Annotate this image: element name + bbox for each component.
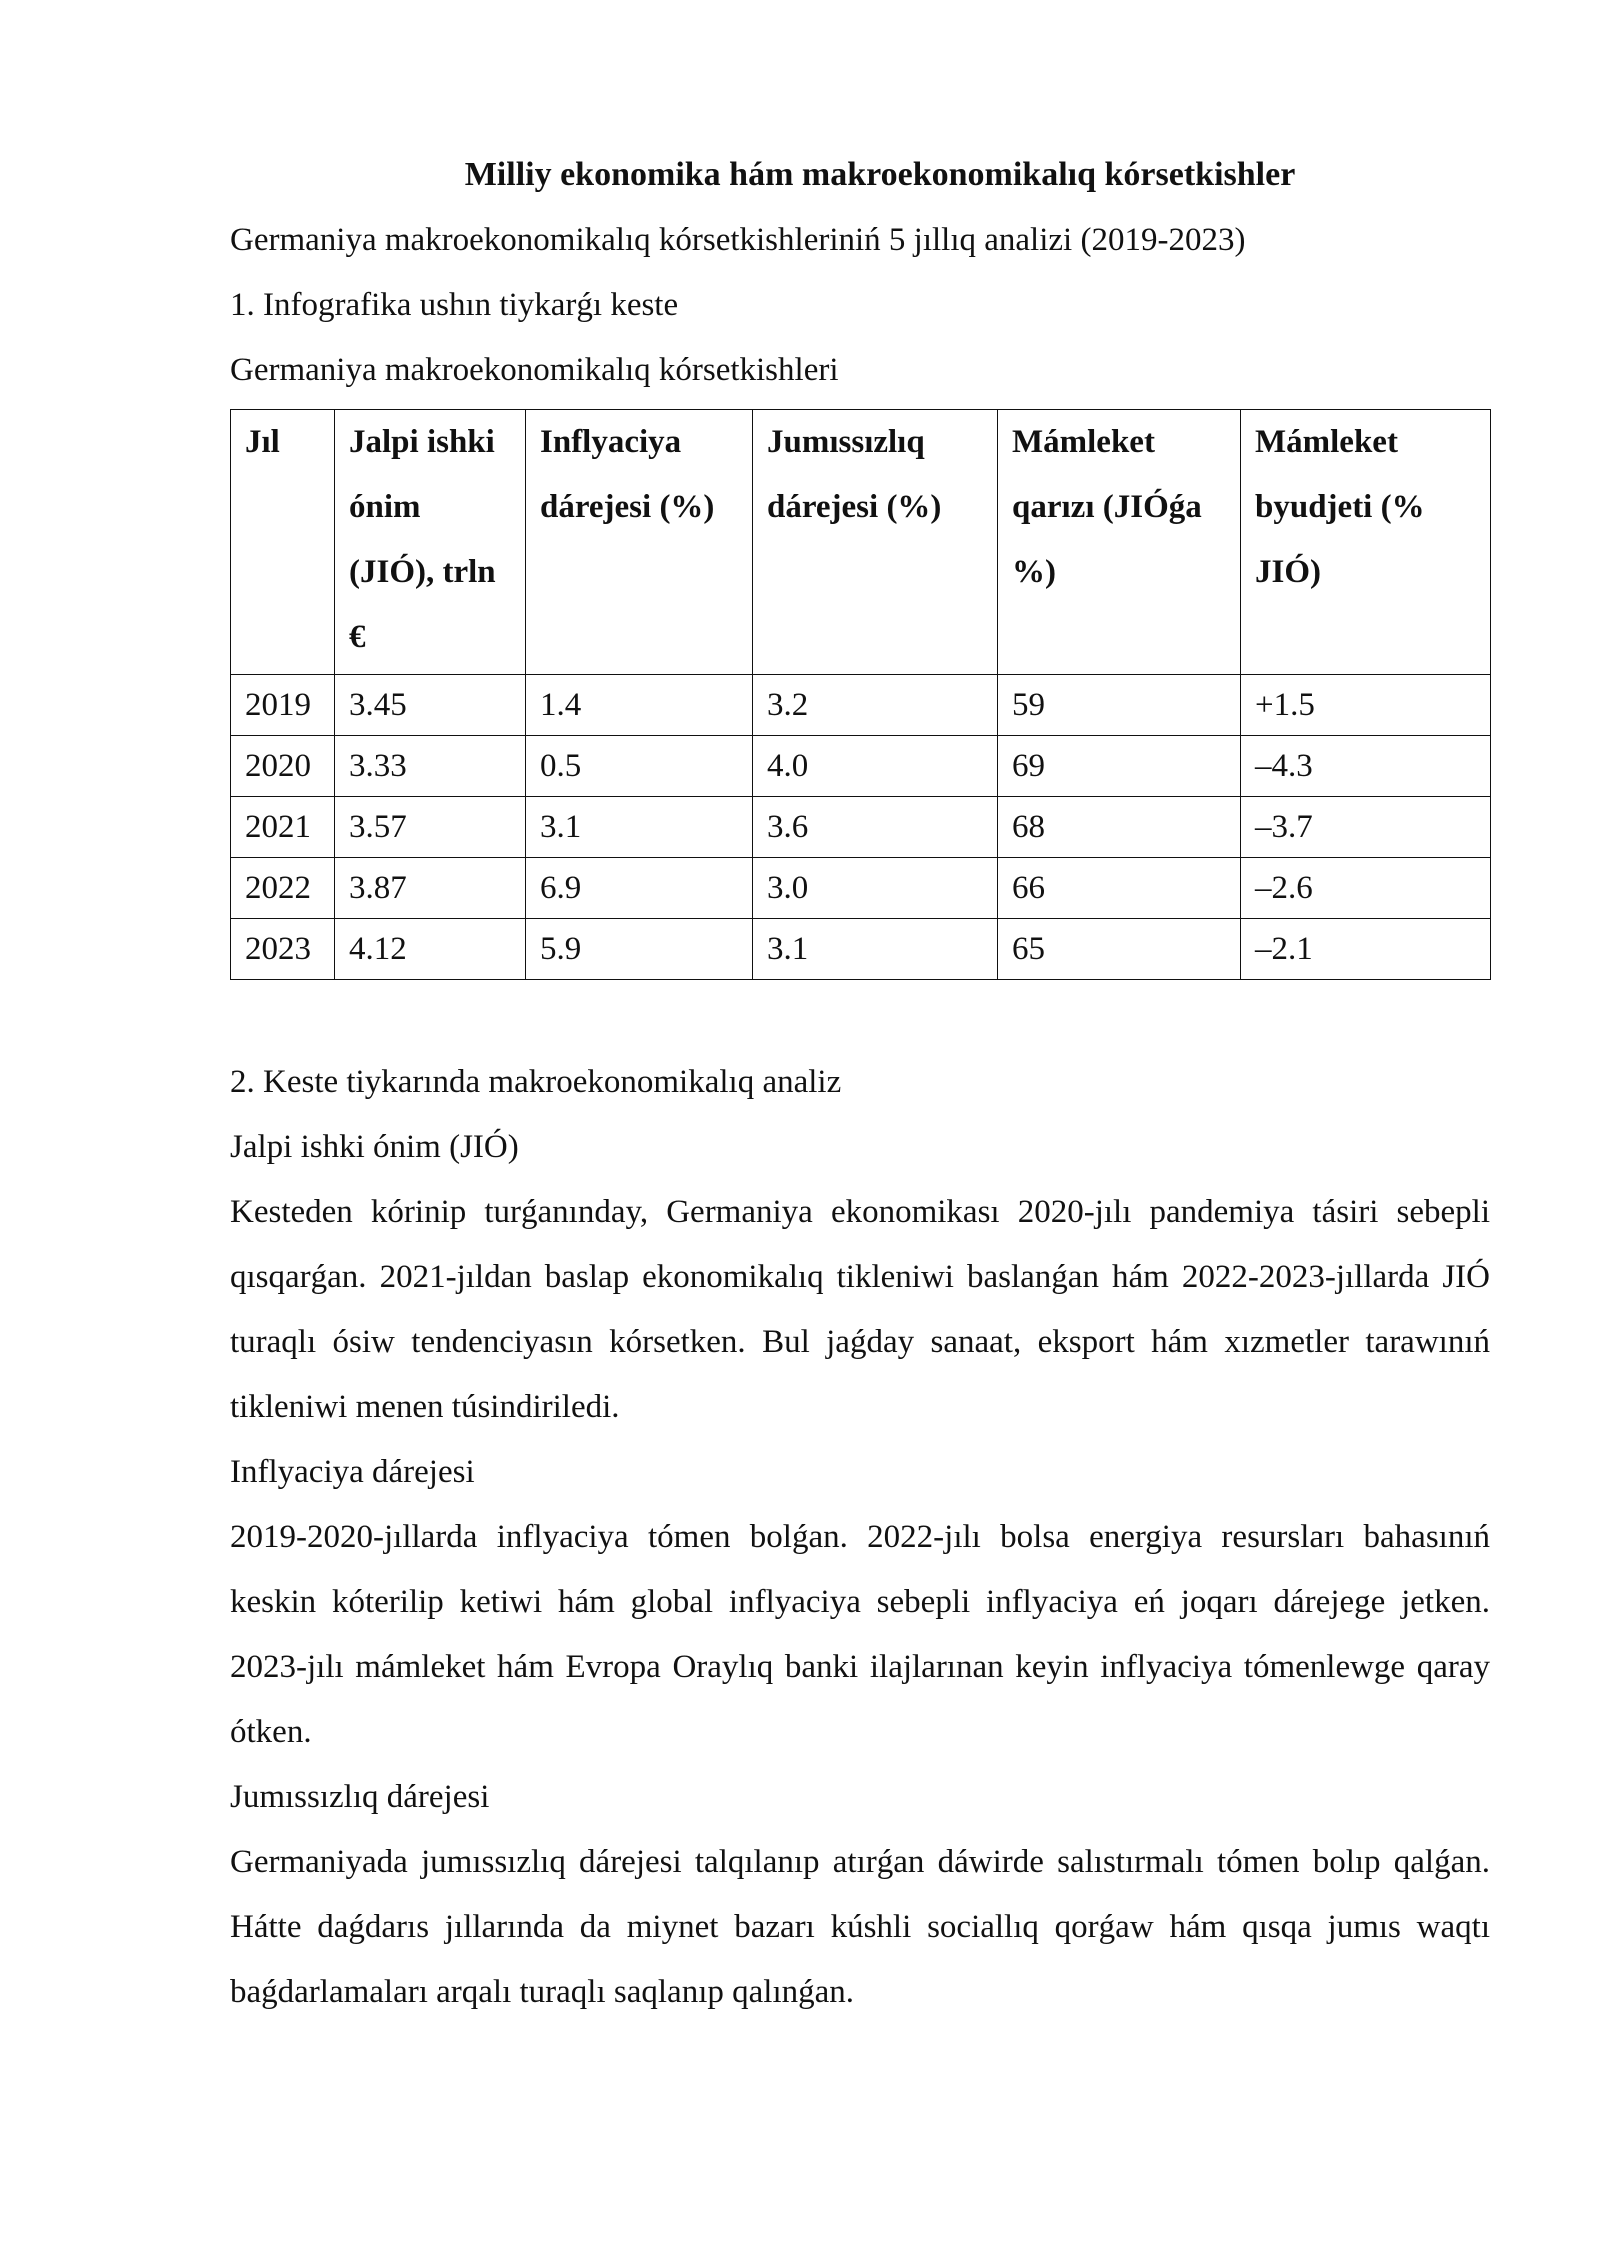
cell-debt: 66 — [998, 858, 1241, 919]
cell-year: 2022 — [231, 858, 335, 919]
inflation-heading: Inflyaciya dárejesi — [230, 1454, 475, 1490]
document-page — [230, 150, 1490, 2025]
section2-heading: 2. Keste tiykarında makroekonomikalıq analiz — [230, 1064, 842, 1100]
cell-debt: 69 — [998, 736, 1241, 797]
cell-unemployment: 3.0 — [753, 858, 998, 919]
cell-unemployment: 3.6 — [753, 797, 998, 858]
cell-year: 2020 — [231, 736, 335, 797]
inflation-paragraph: 2019-2020-jıllarda inflyaciya tómen bolǵan. 2022-jılı bolsa energiya resursları bahasınıń keskin kóterilip ketiwi hám global inflyaciya sebepli inflyaciya eń joqarı dárejege jetken. 2023-jılı mámleket hám Evropa Oraylıq banki ilajlarınan keyin inflyaciya tómenlewge qaray ótken. — [230, 1519, 1490, 1750]
cell-budget: +1.5 — [1241, 675, 1491, 736]
table-row — [231, 736, 1491, 797]
cell-unemployment: 3.1 — [753, 919, 998, 980]
cell-year: 2021 — [231, 797, 335, 858]
cell-gdp: 3.33 — [335, 736, 526, 797]
cell-inflation: 6.9 — [526, 858, 753, 919]
table-row — [231, 797, 1491, 858]
document-subtitle: Germaniya makroekonomikalıq kórsetkishleriniń 5 jıllıq analizi (2019-2023) — [230, 222, 1246, 258]
cell-unemployment: 4.0 — [753, 736, 998, 797]
section1-heading: 1. Infografika ushın tiykarǵı keste — [230, 287, 679, 323]
header-year: Jıl — [231, 410, 335, 675]
header-inflation: Inflyaciya dárejesi (%) — [526, 410, 753, 675]
cell-inflation: 1.4 — [526, 675, 753, 736]
gdp-paragraph: Kesteden kórinip turǵanınday, Germaniya ekonomikası 2020-jılı pandemiya tásiri sebepli qısqarǵan. 2021-jıldan baslap ekonomikalıq tikleniwi baslanǵan hám 2022-2023-jıllarda JIÓ turaqlı ósiw tendenciyasın kórsetken. Bul jaǵday sanaat, eksport hám xızmetler tarawınıń tikleniwi menen túsindiriledi. — [230, 1194, 1490, 1425]
cell-budget: –4.3 — [1241, 736, 1491, 797]
spacer — [230, 980, 1490, 1050]
cell-debt: 65 — [998, 919, 1241, 980]
cell-debt: 68 — [998, 797, 1241, 858]
cell-gdp: 3.45 — [335, 675, 526, 736]
cell-budget: –2.6 — [1241, 858, 1491, 919]
cell-inflation: 0.5 — [526, 736, 753, 797]
table-row — [231, 675, 1491, 736]
header-gdp: Jalpi ishki ónim (JIÓ), trln € — [335, 410, 526, 675]
header-unemployment: Jumıssızlıq dárejesi (%) — [753, 410, 998, 675]
table-row — [231, 919, 1491, 980]
table-caption: Germaniya makroekonomikalıq kórsetkishleri — [230, 352, 839, 388]
document-title: Milliy ekonomika hám makroekonomikalıq kórsetkishler — [464, 156, 1296, 193]
unemployment-heading: Jumıssızlıq dárejesi — [230, 1779, 490, 1815]
indicators-table — [230, 409, 1491, 980]
cell-year: 2019 — [231, 675, 335, 736]
gdp-heading: Jalpi ishki ónim (JIÓ) — [230, 1129, 519, 1165]
cell-budget: –2.1 — [1241, 919, 1491, 980]
cell-inflation: 5.9 — [526, 919, 753, 980]
header-debt: Mámleket qarızı (JIÓǵa %) — [998, 410, 1241, 675]
header-budget: Mámleket byudjeti (% JIÓ) — [1241, 410, 1491, 675]
cell-year: 2023 — [231, 919, 335, 980]
cell-gdp: 4.12 — [335, 919, 526, 980]
cell-budget: –3.7 — [1241, 797, 1491, 858]
unemployment-paragraph: Germaniyada jumıssızlıq dárejesi talqılanıp atırǵan dáwirde salıstırmalı tómen bolıp qalǵan. Hátte daǵdarıs jıllarında da miynet bazarı kúshli sociallıq qorǵaw hám qısqa jumıs waqtı baǵdarlamaları arqalı turaqlı saqlanıp qalınǵan. — [230, 1844, 1490, 2010]
cell-gdp: 3.87 — [335, 858, 526, 919]
cell-unemployment: 3.2 — [753, 675, 998, 736]
cell-debt: 59 — [998, 675, 1241, 736]
table-row — [231, 858, 1491, 919]
cell-gdp: 3.57 — [335, 797, 526, 858]
table-header-row — [231, 410, 1491, 675]
cell-inflation: 3.1 — [526, 797, 753, 858]
